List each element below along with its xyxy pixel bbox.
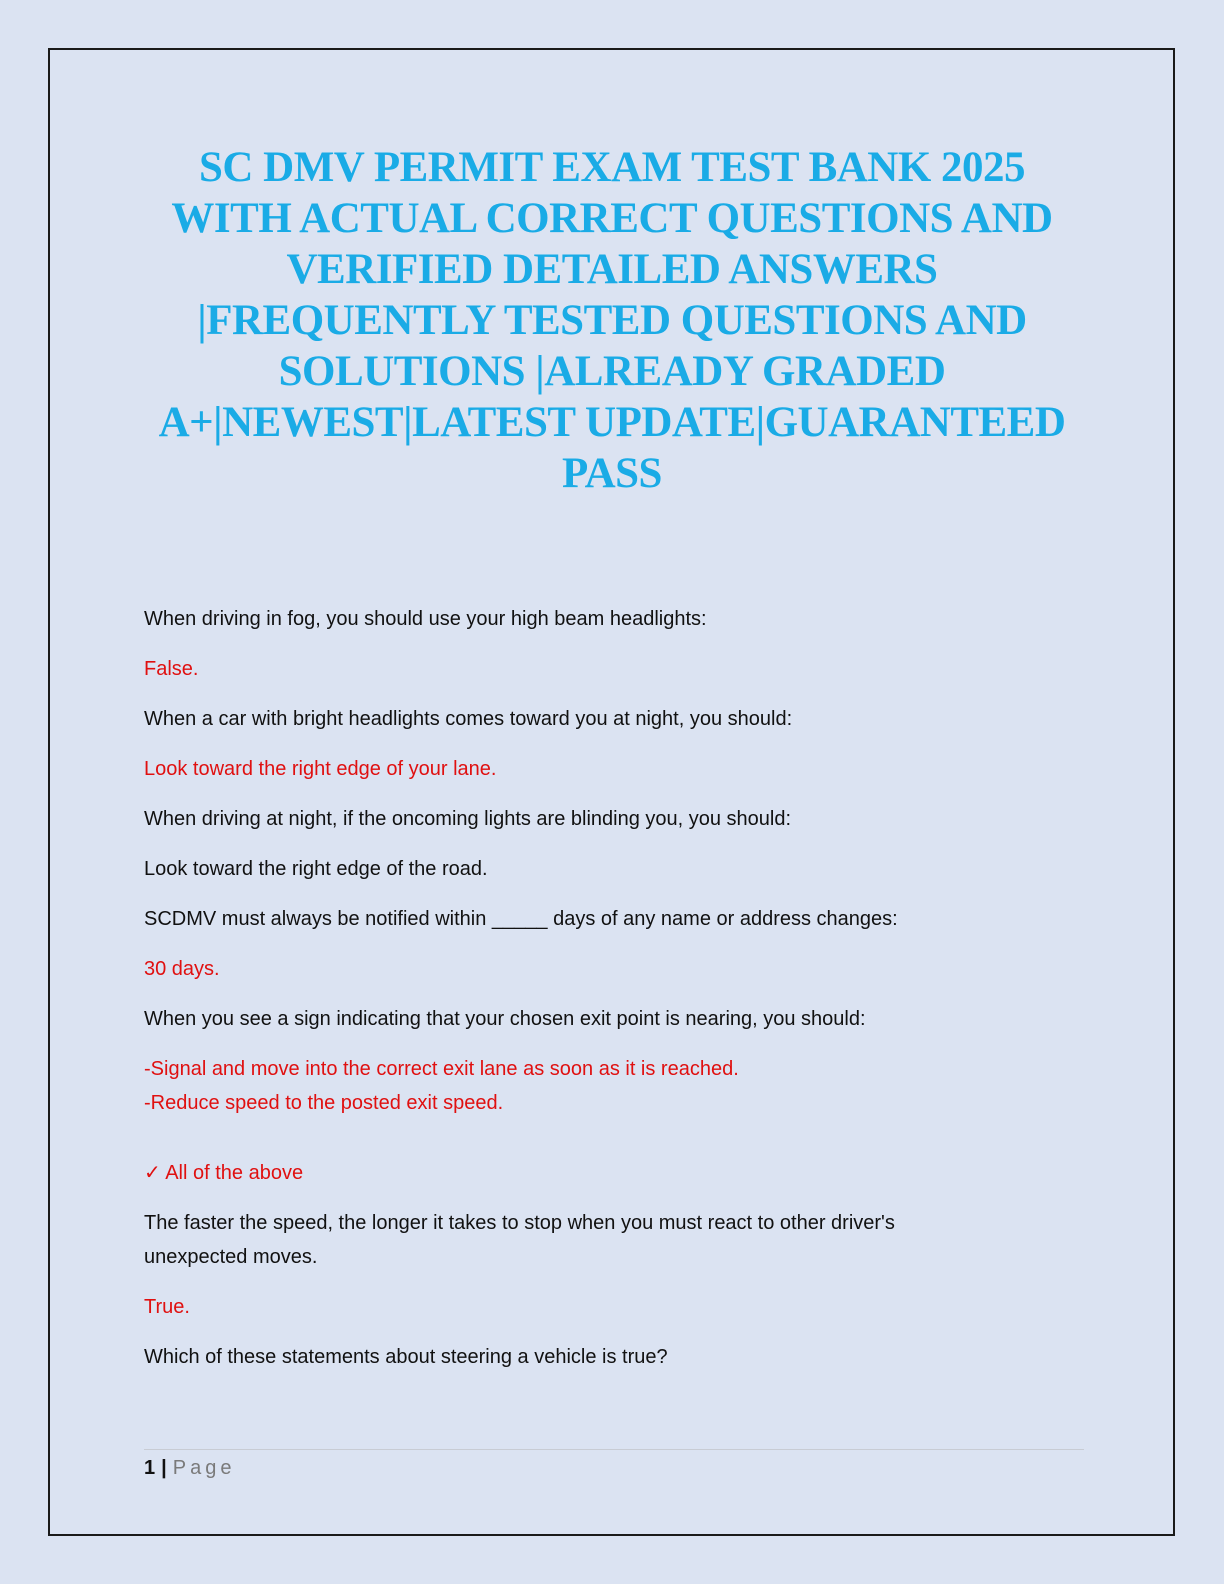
title-line: VERIFIED DETAILED ANSWERS [286, 246, 938, 293]
page-label: Page [172, 1457, 236, 1479]
document-title [130, 142, 1094, 499]
title-line: SOLUTIONS |ALREADY GRADED [278, 348, 946, 395]
title-line: PASS [562, 450, 662, 497]
title-line: A+|NEWEST|LATEST UPDATE|GUARANTEED [158, 399, 1066, 446]
answer-text: 30 days. [144, 958, 220, 980]
page-number: 1 [144, 1457, 156, 1479]
answer-text: Look toward the right edge of the road. [144, 858, 488, 880]
page-footer [144, 1454, 235, 1482]
footer-separator: | [161, 1457, 167, 1479]
title-line: SC DMV PERMIT EXAM TEST BANK 2025 [198, 144, 1026, 191]
title-line: |FREQUENTLY TESTED QUESTIONS AND [197, 297, 1027, 344]
title-line: WITH ACTUAL CORRECT QUESTIONS AND [171, 195, 1053, 242]
question-text: When driving at night, if the oncoming lights are blinding you, you should: [144, 808, 792, 830]
footer-divider [144, 1449, 1084, 1450]
question-text: When a car with bright headlights comes toward you at night, you should: [144, 708, 793, 730]
qa-content [144, 602, 1074, 1390]
answer-text: ✓ All of the above [144, 1162, 304, 1184]
answer-text: -Signal and move into the correct exit lane as soon as it is reached. [144, 1058, 739, 1080]
question-text: Which of these statements about steering a vehicle is true? [144, 1346, 668, 1368]
answer-text: Look toward the right edge of your lane. [144, 758, 497, 780]
answer-text: True. [144, 1296, 190, 1318]
question-text: unexpected moves. [144, 1246, 318, 1268]
question-text: SCDMV must always be notified within _____ days of any name or address changes: [144, 908, 898, 930]
question-text: When you see a sign indicating that your chosen exit point is nearing, you should: [144, 1008, 866, 1030]
question-text: The faster the speed, the longer it takes to stop when you must react to other driver's [144, 1212, 895, 1234]
answer-text: -Reduce speed to the posted exit speed. [144, 1092, 504, 1114]
question-text: When driving in fog, you should use your high beam headlights: [144, 608, 707, 630]
answer-text: False. [144, 658, 199, 680]
